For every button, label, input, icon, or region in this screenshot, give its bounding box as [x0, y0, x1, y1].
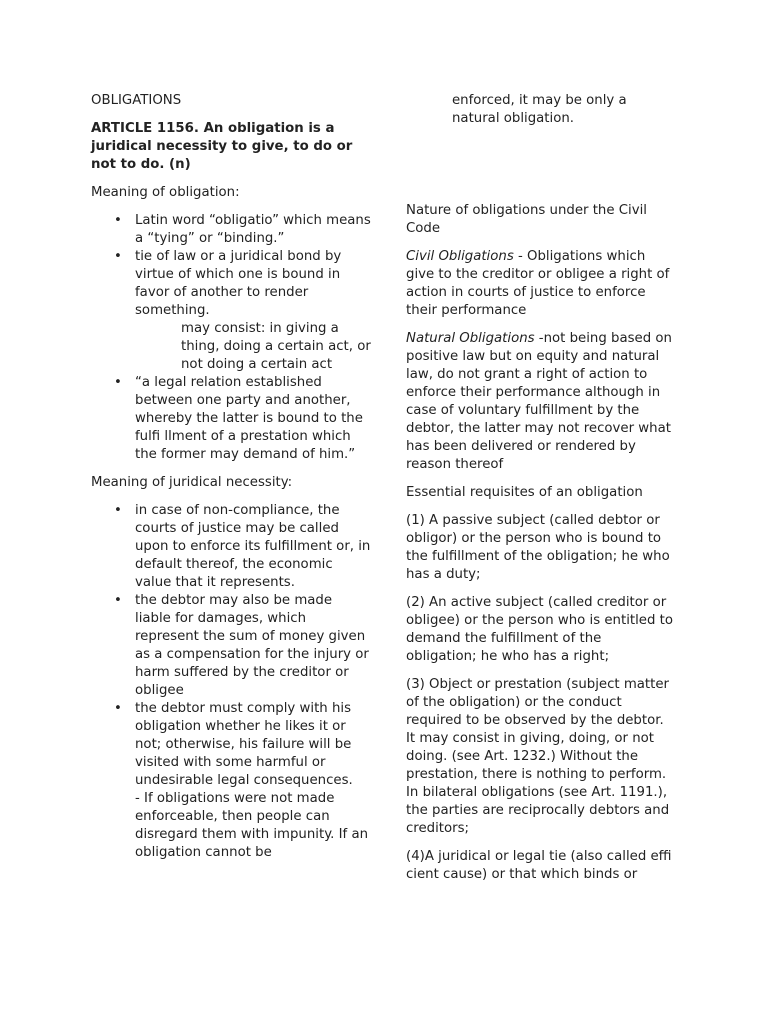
- requisites-heading: Essential requisites of an obligation: [406, 485, 643, 500]
- juridical-necessity-list: [91, 502, 371, 862]
- bullet-icon: •: [114, 375, 122, 390]
- dash-note: - If obligations were not made enforceable, then people can disregard them with impunity. If an obligation cannot be: [135, 791, 369, 860]
- list-item: • tie of law or a juridical bond by virtue of which one is bound in favor of another to render something. may consist: in giving a thing, doing a certain act, or not doing a certain act: [114, 249, 371, 372]
- obligation-meaning-list: [91, 212, 371, 464]
- nature-heading: Nature of obligations under the Civil Code: [406, 203, 647, 236]
- list-item: • “a legal relation established between one party and another, whereby the latter is bound to the fulfi llment of a prestation which the former may demand of him.”: [114, 375, 363, 462]
- document-title: OBLIGATIONS: [91, 93, 182, 108]
- list-subnote: may consist: in giving a thing, doing a certain act, or not doing a certain act: [181, 321, 371, 372]
- natural-obligations-paragraph: Natural Obligations -not being based on positive law but on equity and natural law, do not grant a right of action to enforce their performance although in case of voluntary fulfillment by the debtor, the latter may not recover what has been delivered or rendered by reason thereof: [406, 331, 672, 472]
- meaning-of-obligation-heading: Meaning of obligation:: [91, 185, 240, 200]
- continued-text: enforced, it may be only a natural obligation.: [452, 93, 627, 126]
- spacer: [406, 128, 676, 168]
- bullet-icon: •: [114, 503, 122, 518]
- civil-obligations-term: Civil Obligations: [406, 249, 514, 264]
- bullet-icon: •: [114, 249, 122, 264]
- bullet-icon: •: [114, 701, 122, 716]
- requisite-juridical-tie: (4)A juridical or legal tie (also called effi cient cause) or that which binds or: [406, 849, 672, 882]
- bullet-icon: •: [114, 213, 122, 228]
- left-column: [91, 92, 371, 872]
- right-column: [406, 92, 676, 894]
- civil-obligations-paragraph: Civil Obligations - Obligations which give to the creditor or obligee a right of action in courts of justice to enforce their performance: [406, 249, 670, 318]
- list-item: • in case of non-compliance, the courts of justice may be called upon to enforce its fulfillment or, in default thereof, the economic value that it represents.: [114, 503, 371, 590]
- list-item: • the debtor must comply with his obligation whether he likes it or not; otherwise, his failure will be visited with some harmful or undesirable legal consequences. - If obligations were not made enforceable, then people can disregard them with impunity. If an obligation cannot be: [91, 700, 371, 862]
- natural-obligations-term: Natural Obligations: [406, 331, 535, 346]
- bullet-icon: •: [114, 593, 122, 608]
- meaning-of-juridical-necessity-heading: Meaning of juridical necessity:: [91, 475, 293, 490]
- requisite-passive-subject: (1) A passive subject (called debtor or obligor) or the person who is bound to the fulfillment of the obligation; he who has a duty;: [406, 513, 670, 582]
- article-1156: ARTICLE 1156. An obligation is a juridical necessity to give, to do or not to do. (n): [91, 121, 353, 172]
- list-item: • the debtor may also be made liable for damages, which represent the sum of money given as a compensation for the injury or harm suffered by the creditor or obligee: [114, 593, 369, 698]
- requisite-active-subject: (2) An active subject (called creditor or obligee) or the person who is entitled to demand the fulfillment of the obligation; he who has a right;: [406, 595, 673, 664]
- list-item: • Latin word “obligatio” which means a “tying” or “binding.”: [114, 213, 371, 246]
- requisite-object: (3) Object or prestation (subject matter of the obligation) or the conduct required to be observed by the debtor. It may consist in giving, doing, or not doing. (see Art. 1232.) Without the prestation, there is nothing to perform. In bilateral obligations (see Art. 1191.), the parties are reciprocally debtors and creditors;: [406, 677, 670, 836]
